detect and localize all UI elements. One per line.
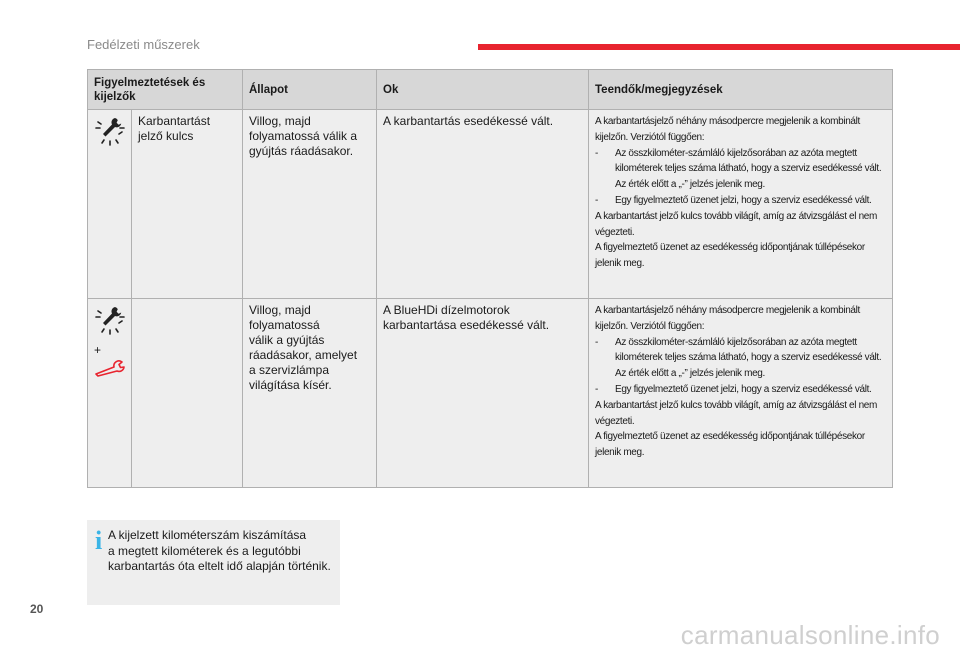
service-wrench-icon <box>94 324 126 338</box>
note-paragraph: A figyelmeztető üzenet az esedékesség időpontjának túllépésekor jelenik meg. <box>595 242 865 270</box>
row-cause: A BlueHDi dízelmotorok karbantartása esedékessé vált. <box>377 299 589 488</box>
note-bullet: - Az összkilométer-számláló kijelzősorában az azóta megtett kilométerek teljes száma látható, hogy a szerviz esedékessé vált. Az érték előtt a „-” jelzés jelenik meg. <box>595 147 882 191</box>
info-icon: i <box>95 526 103 555</box>
row-notes <box>589 110 893 299</box>
table-header-row <box>88 70 893 110</box>
header-notes: Teendők/megjegyzések <box>589 70 893 110</box>
header-cause: Ok <box>377 70 589 110</box>
note-bullet: - Egy figyelmeztető üzenet jelzi, hogy a szerviz esedékessé vált. <box>595 194 872 206</box>
service-wrench-icon <box>94 135 126 149</box>
row-icon-cell <box>88 110 132 299</box>
note-paragraph: A karbantartást jelző kulcs tovább világít, amíg az átvizsgálást el nem végezteti. <box>595 210 877 238</box>
section-title: Fedélzeti műszerek <box>87 37 200 52</box>
table-row <box>88 299 893 488</box>
info-box <box>87 520 340 605</box>
header-warnings: Figyelmeztetések és kijelzők <box>88 70 243 110</box>
plus-sign: + <box>94 343 102 357</box>
row-status: Villog, majd folyamatossá válik a gyújtás ráadásakor, amelyet a szervizlámpa világítása kísér. <box>243 299 377 488</box>
note-paragraph: A karbantartást jelző kulcs tovább világít, amíg az átvizsgálást el nem végezteti. <box>595 399 877 427</box>
note-paragraph: A karbantartásjelző néhány másodpercre megjelenik a kombinált kijelzőn. Verziótól függően: <box>595 305 860 332</box>
wrench-icon <box>94 366 128 380</box>
table-row <box>88 110 893 299</box>
header-accent-bar <box>478 44 960 50</box>
row-name <box>132 299 243 488</box>
note-paragraph: A karbantartásjelző néhány másodpercre megjelenik a kombinált kijelzőn. Verziótól függően: <box>595 116 860 143</box>
header-status: Állapot <box>243 70 377 110</box>
warning-table <box>87 69 893 488</box>
note-bullet: - Egy figyelmeztető üzenet jelzi, hogy a szerviz esedékessé vált. <box>595 383 872 395</box>
row-name: Karbantartást jelző kulcs <box>132 110 243 299</box>
note-paragraph: A figyelmeztető üzenet az esedékesség időpontjának túllépésekor jelenik meg. <box>595 431 865 459</box>
row-cause: A karbantartás esedékessé vált. <box>377 110 589 299</box>
row-status: Villog, majd folyamatossá válik a gyújtás ráadásakor. <box>243 110 377 299</box>
info-text: A kijelzett kilométerszám kiszámítása a megtett kilométerek és a legutóbbi karbantartás óta eltelt idő alapján történik. <box>108 528 331 573</box>
row-notes <box>589 299 893 488</box>
watermark: carmanualsonline.info <box>680 620 940 650</box>
note-bullet: - Az összkilométer-számláló kijelzősorában az azóta megtett kilométerek teljes száma látható, hogy a szerviz esedékessé vált. Az érték előtt a „-” jelzés jelenik meg. <box>595 336 882 380</box>
row-icon-cell <box>88 299 132 488</box>
page-number: 20 <box>30 602 44 616</box>
